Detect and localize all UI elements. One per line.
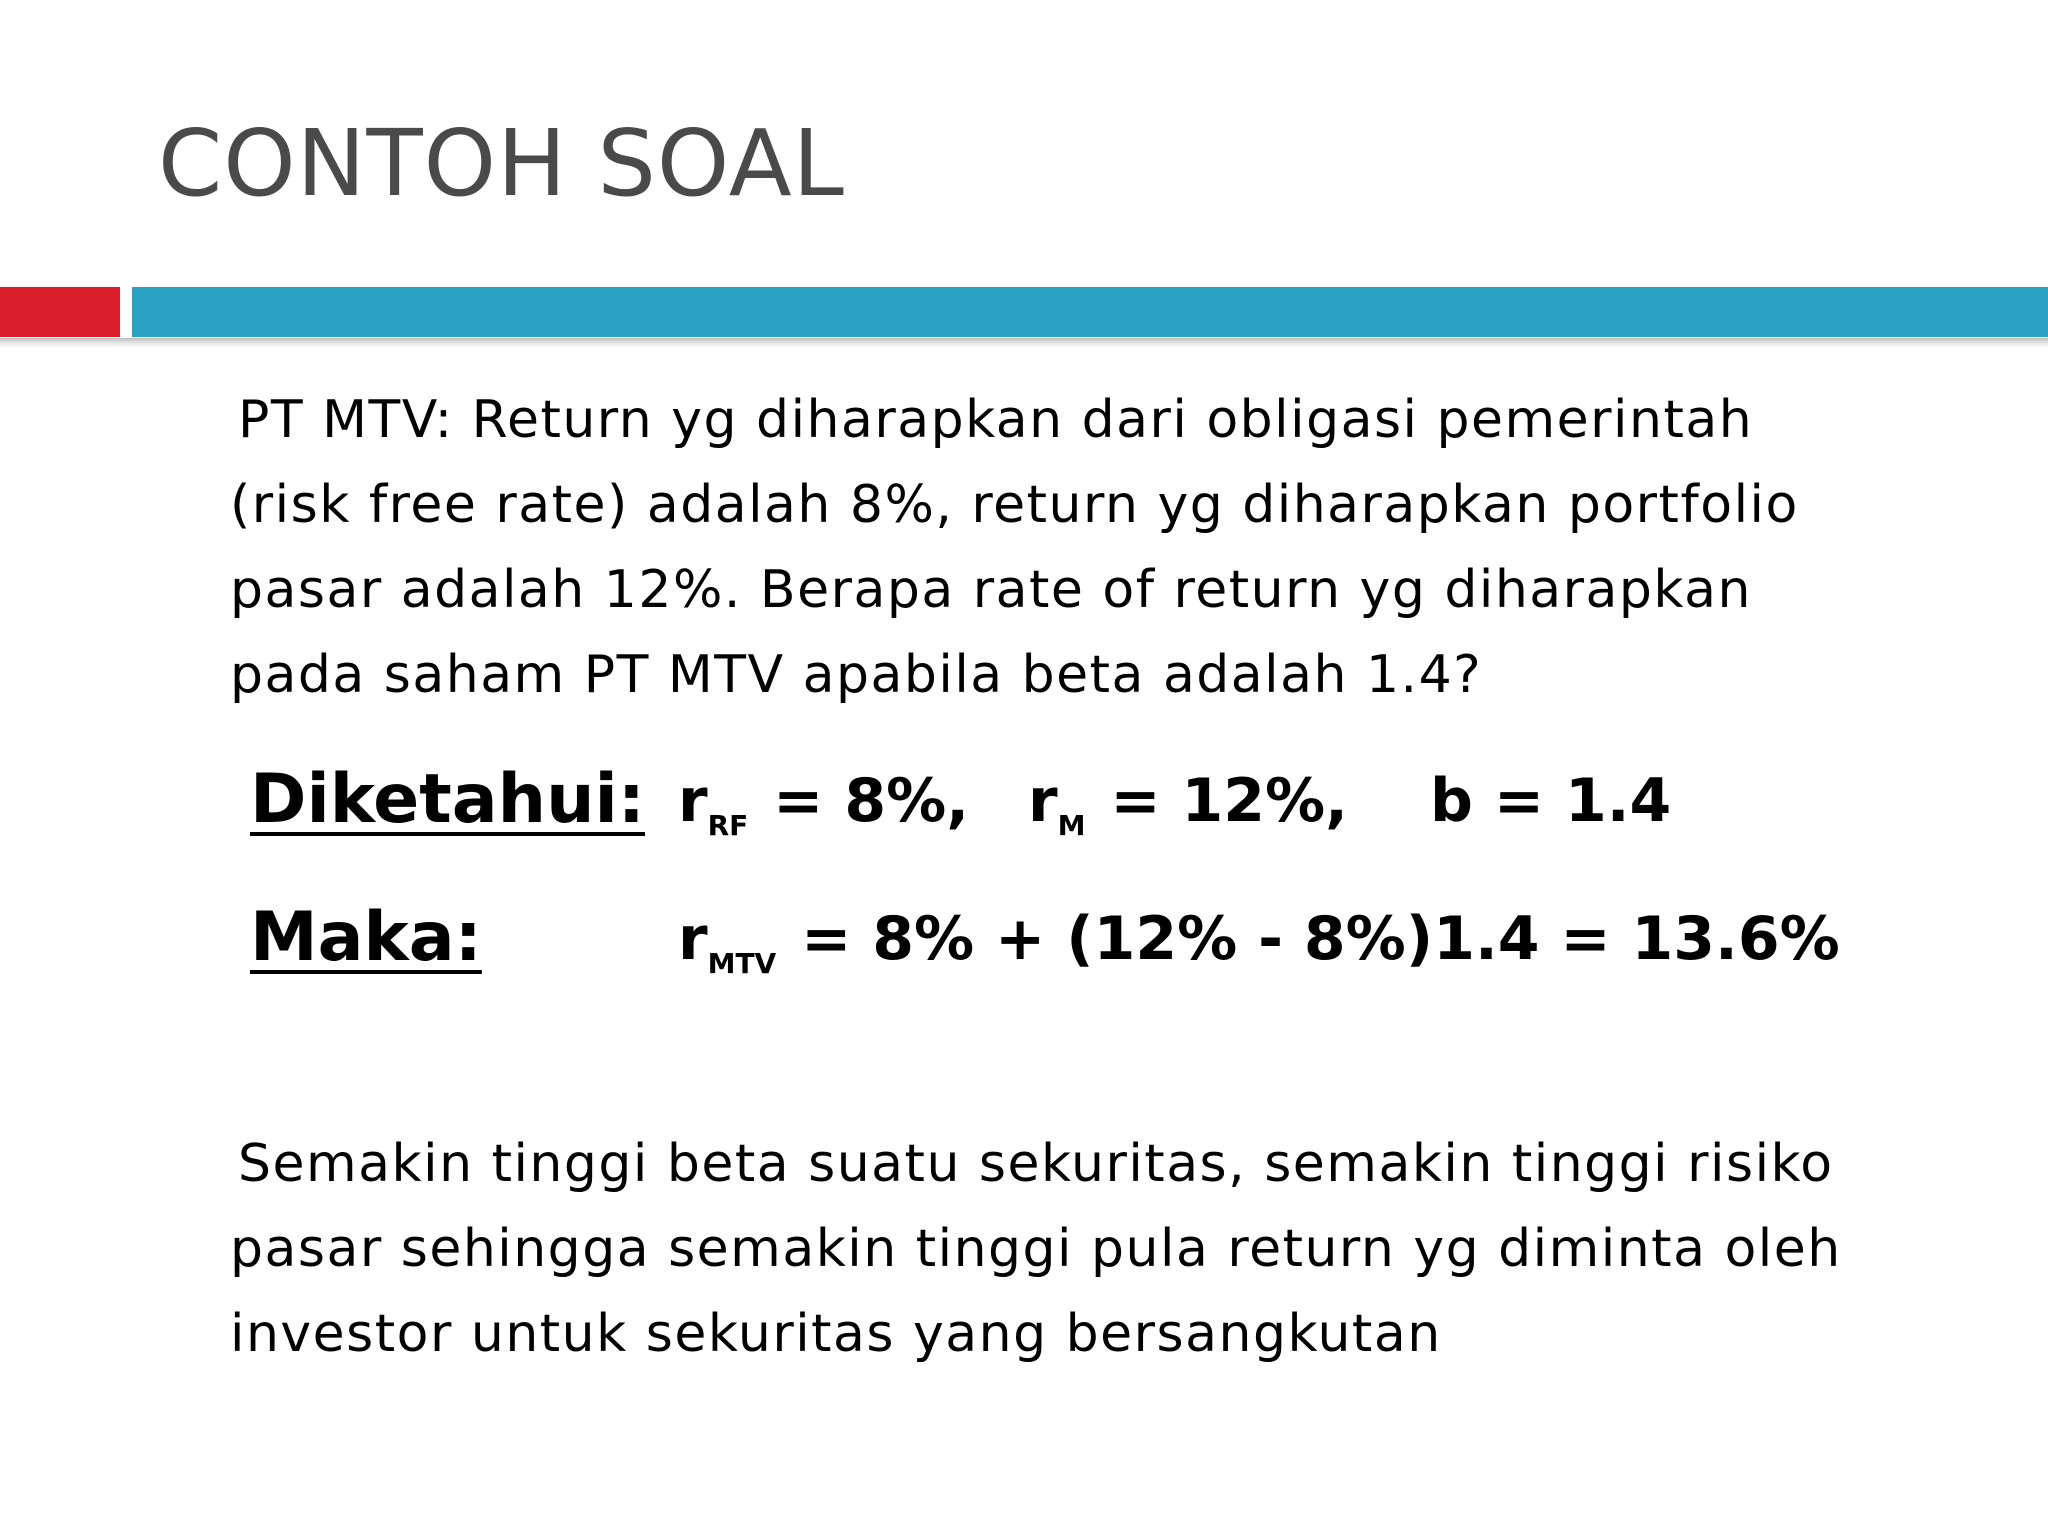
mtv-return-equation xyxy=(678,904,1840,980)
accent-bar-red xyxy=(0,287,120,337)
mtv-expression: = 8% + (12% - 8%)1.4 = 13.6% xyxy=(780,904,1840,974)
then-label: Maka: xyxy=(250,898,482,977)
conclusion-line: pasar sehingga semakin tinggi pula return yg diminta oleh xyxy=(230,1219,1842,1279)
rf-expression: = 8%, xyxy=(752,766,969,836)
beta-equation: b = 1.4 xyxy=(1430,766,1672,836)
accent-bar-shadow xyxy=(0,338,2048,348)
rf-variable: r xyxy=(678,766,708,836)
accent-bar-blue xyxy=(132,287,2048,337)
market-return-equation xyxy=(1028,766,1348,842)
problem-line: pada saham PT MTV apabila beta adalah 1.4? xyxy=(230,645,1483,705)
problem-line: PT MTV: Return yg diharapkan dari obligasi pemerintah xyxy=(238,390,1754,450)
risk-free-rate-equation xyxy=(678,766,969,842)
conclusion-text xyxy=(230,1122,1930,1377)
slide-title: CONTOH SOAL xyxy=(158,110,845,217)
problem-line: pasar adalah 12%. Berapa rate of return yg diharapkan xyxy=(230,560,1752,620)
rm-variable: r xyxy=(1028,766,1058,836)
conclusion-line: investor untuk sekuritas yang bersangkutan xyxy=(230,1304,1442,1364)
rm-expression: = 12%, xyxy=(1089,766,1348,836)
rf-subscript: RF xyxy=(707,809,749,842)
given-label: Diketahui: xyxy=(250,760,645,839)
problem-statement xyxy=(230,378,1930,718)
mtv-variable: r xyxy=(678,904,708,974)
problem-line: (risk free rate) adalah 8%, return yg diharapkan portfolio xyxy=(230,475,1799,535)
conclusion-line: Semakin tinggi beta suatu sekuritas, semakin tinggi risiko xyxy=(238,1134,1834,1194)
rm-subscript: M xyxy=(1057,809,1086,842)
mtv-subscript: MTV xyxy=(707,947,777,980)
